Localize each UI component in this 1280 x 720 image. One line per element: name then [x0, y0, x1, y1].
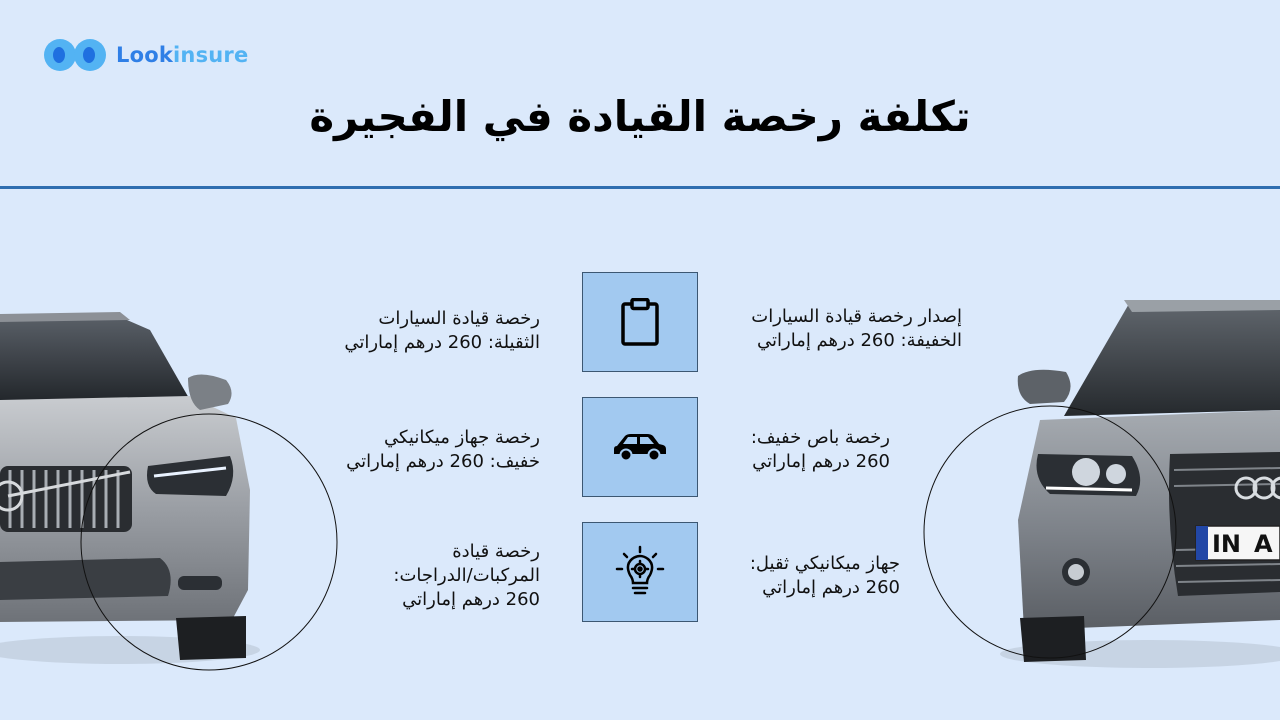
svg-text:A: A	[1254, 530, 1273, 558]
clipboard-icon-box	[582, 272, 698, 372]
item-heavy-mechanical-license: جهاز ميكانيكي ثقيل: 260 درهم إماراتي	[749, 553, 900, 598]
page-title: تكلفة رخصة القيادة في الفجيرة	[309, 92, 971, 141]
clipboard-icon	[620, 298, 660, 346]
title-divider	[0, 186, 1280, 189]
eyes-logo-icon	[44, 39, 106, 71]
audi-car-image	[920, 300, 1280, 675]
brand-logo[interactable]	[44, 39, 248, 71]
car-icon	[613, 432, 667, 462]
car-icon-box	[582, 397, 698, 497]
item-light-mechanical-license: رخصة جهاز ميكانيكي خفيف: 260 درهم إماراتي	[346, 427, 540, 472]
brand-name: Lookinsure	[116, 43, 249, 67]
svg-text:IN: IN	[1212, 530, 1242, 558]
item-light-bus-license: رخصة باص خفيف: 260 درهم إماراتي	[750, 427, 890, 472]
volvo-car-image	[0, 300, 340, 675]
lightbulb-gear-icon	[615, 545, 665, 599]
item-motorcycle-license: رخصة قيادة المركبات/الدراجات: 260 درهم إماراتي	[393, 541, 540, 610]
item-light-vehicle-license: إصدار رخصة قيادة السيارات الخفيفة: 260 درهم إماراتي	[751, 306, 962, 351]
item-heavy-vehicle-license: رخصة قيادة السيارات الثقيلة: 260 درهم إماراتي	[344, 308, 540, 353]
lightbulb-gear-icon-box	[582, 522, 698, 622]
